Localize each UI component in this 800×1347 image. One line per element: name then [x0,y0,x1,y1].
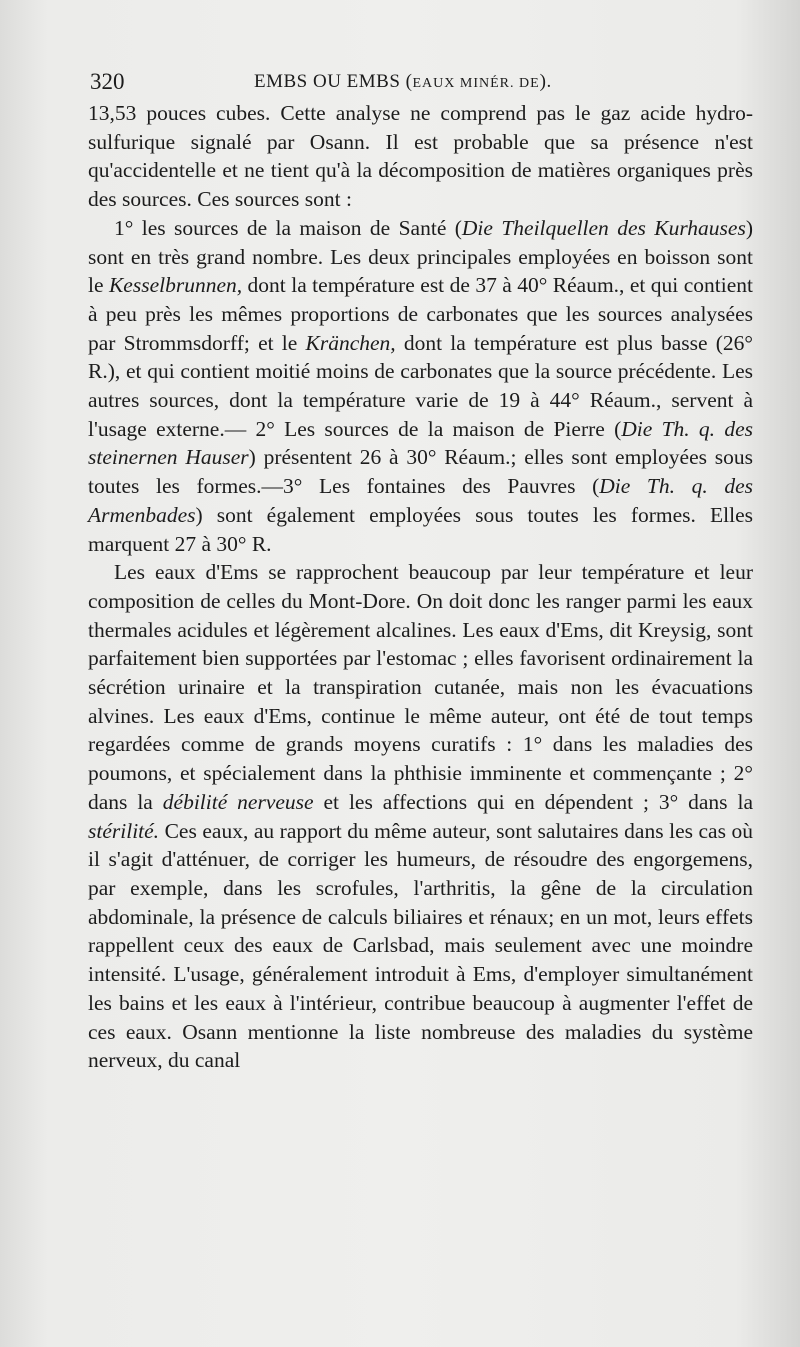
paragraph-2 [88,214,753,558]
text-run: ) sont également employées sous toutes les formes. Elles marquent 27 à 30° R. [88,502,753,556]
text-run: Les eaux d'Ems se rapprochent beaucoup par leur température et leur composition de celles du Mont-Dore. On doit donc les ranger parmi les eaux thermales acidules et légèrement alcalines. Les eaux d'Ems, dit Kreysig, sont parfaitement bien supportées par l'estomac ; elles favorisent ordinairement la sécrétion urinaire et la transpiration cutanée, mais non les évacuations alvines. Les eaux d'Ems, continue le même auteur, ont été de tout temps regardées comme de grands moyens curatifs : 1° dans les maladies des poumons, et spécialement dans la phthisie imminente et commençante ; 2° dans la [88,560,753,814]
text-run: ) présentent 26 à 30° Réaum.; elles sont employées sous toutes les formes.—3° Les fontaines des Pauvres ( [88,445,753,499]
italic-run: Die Theilquellen des Kurhauses [461,215,746,240]
text-run: 1° les sources de la maison de Santé ( [114,215,462,240]
italic-run: débilité nerveuse [162,789,314,814]
running-title-main: EMBS OU EMBS ( [254,71,413,92]
italic-run: Die Th. q. des Armenbades [88,474,753,527]
italic-run: Die Th. q. des steinernen Hauser [88,416,753,470]
running-title [254,66,552,100]
italic-run: stérilité. [88,818,160,843]
text-run: Ces eaux, au rapport du même auteur, sont salutaires dans les cas où il s'agit d'atténuer, de corriger les humeurs, de résoudre des engorgemens, par exemple, dans les scrofules, l'arthritis, la gêne de la circulation abdominale, la présence de calculs biliaires et rénaux; en un mot, leurs effets rappellent ceux des eaux de Carlsbad, mais seulement avec une moindre intensité. L'usage, généralement introduit à Ems, d'employer simultanément les bains et les eaux à l'intérieur, contribue beaucoup à augmenter l'effet de ces eaux. Osann mentionne la liste nombreuse des maladies du système nerveux, du canal [88,818,753,1073]
italic-run: Kesselbrunnen, [108,273,243,298]
italic-run: Kränchen, [305,330,396,355]
running-title-end: ). [539,71,552,92]
page-header [90,66,750,98]
text-run: et les affections qui en dépendent ; 3° dans la [313,789,753,814]
paragraph-1: 13,53 pouces cubes. Cette analyse ne comprend pas le gaz acide hydro-sulfurique signalé par Osann. Il est probable que sa présence n'est qu'accidentelle et ne tient qu'à la décomposition de matières organiques près des sources. Ces sources sont : [88,101,753,212]
text-run: dont la température est de 37 à 40° Réaum., et qui contient à peu près les mêmes proportions de carbonates que les sources analysées par Strommsdorff; et le [88,273,753,355]
text-run: ) sont en très grand nombre. Les deux principales employées en boisson sont le [88,215,754,298]
page-body [88,99,753,1075]
page-number: 320 [90,69,125,94]
running-title-small-caps: EAUX MINÉR. DE [412,76,540,91]
text-run: dont la température est plus basse (26° R.), et qui contient moitié moins de carbonates que la source précédente. Les autres sources, dont la température varie de 19 à 44° Réaum., servent à l'usage externe.— 2° Les sources de la maison de Pierre ( [88,330,754,441]
paragraph-3 [88,558,753,1075]
